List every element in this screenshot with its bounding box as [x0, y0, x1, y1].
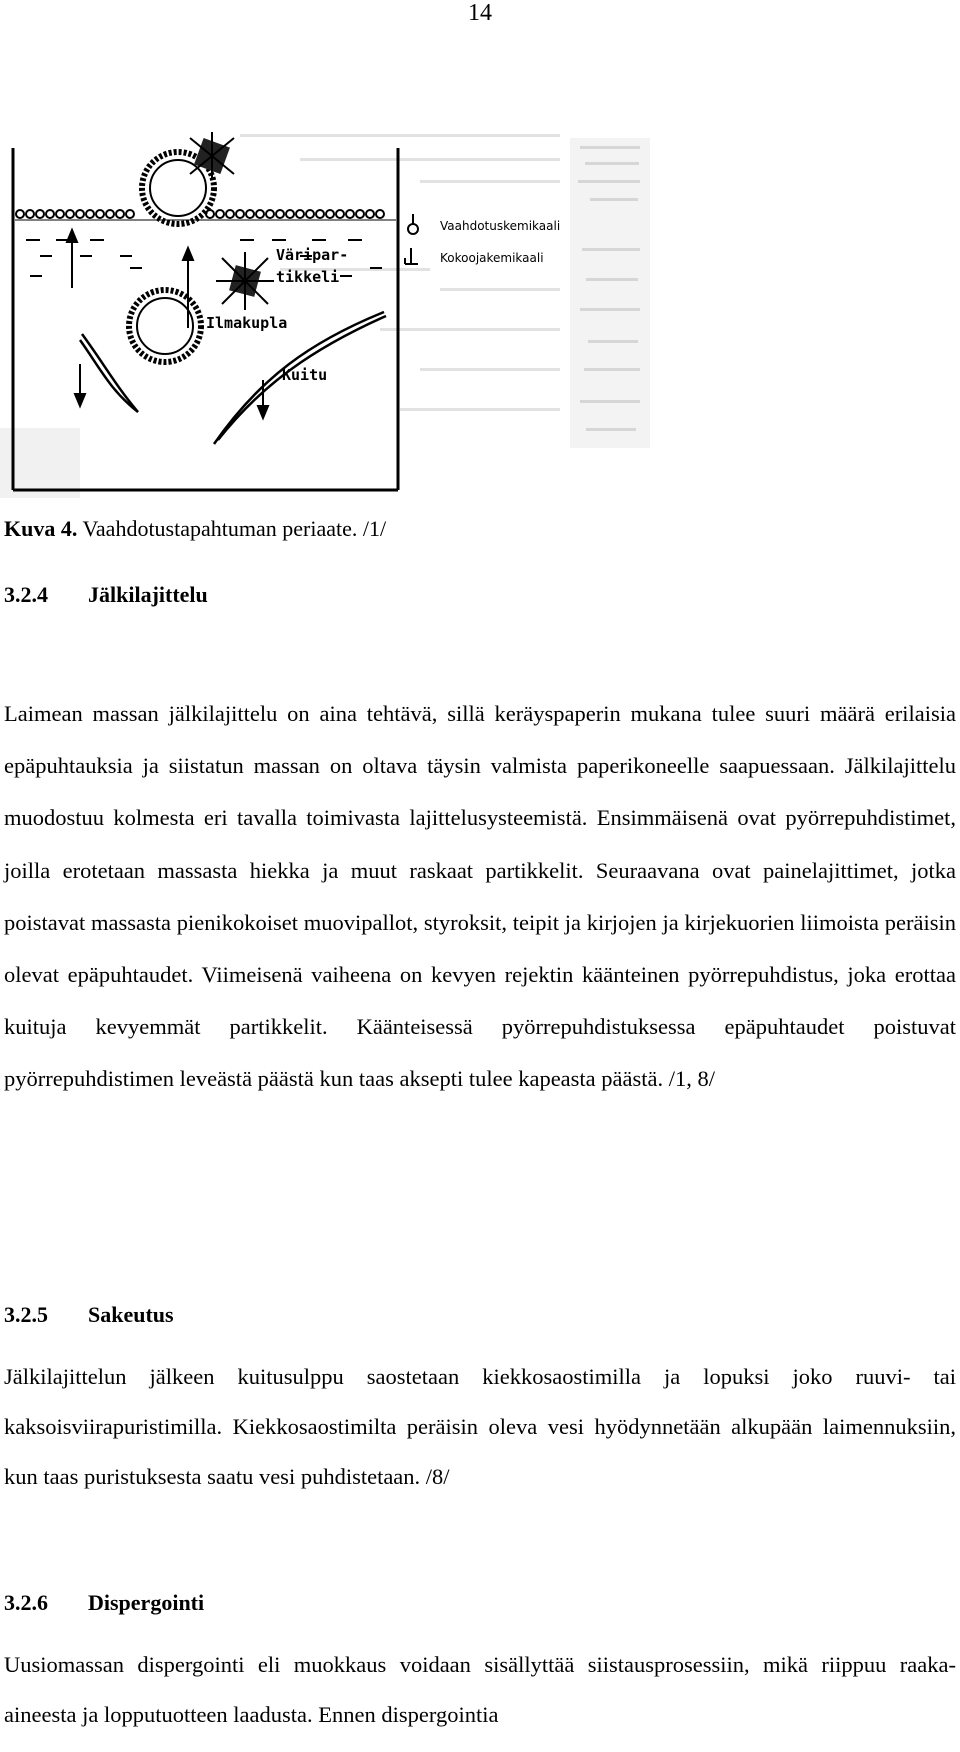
ink-particle-middle [216, 252, 274, 310]
section-heading-2 [4, 1302, 174, 1328]
section-title: Sakeutus [88, 1302, 174, 1327]
caption-text: Vaahdotustapahtuman periaate. /1/ [77, 516, 387, 541]
label-fiber: Kuitu [282, 366, 328, 384]
section-body-3: Uusiomassan dispergointi eli muokkaus voidaan sisällyttää siistausprosessiin, mikä riippuu raaka-aineesta ja lopputuotteen laadusta. Ennen dispergointia [4, 1652, 956, 1727]
flotation-diagram [0, 128, 650, 500]
figure-caption [4, 516, 386, 542]
section-title: Jälkilajittelu [88, 582, 208, 607]
label-ink-particle-2: tikkeli [276, 268, 340, 286]
section-number: 3.2.4 [4, 582, 48, 607]
label-ink-particle-1: Väripar- [276, 246, 349, 264]
section-heading-1 [4, 582, 208, 608]
section-heading-3 [4, 1590, 204, 1616]
section-body-1: Laimean massan jälkilajittelu on aina tehtävä, sillä keräyspaperin mukana tulee suuri määrä erilaisia epäpuhtauksia ja siistatun massan on oltava täysin valmista paperikoneelle saapuessaan. Jälkilajittelu muodostuu kolmesta eri tavalla toimivasta lajittelusysteemistä. Ensimmäisenä ovat pyörrepuhdistimet, joilla erotetaan massasta hiekka ja muut raskaat partikkelit. Seuraavana ovat painelajittimet, jotka poistavat massasta pienikokoiset muovipallot, styroksit, teipit ja kirjojen ja kirjekuorien liimoista peräisin olevat epäpuhtaudet. Viimeisenä vaiheena on kevyen rejektin käänteinen pyörrepuhdistus, joka erottaa kuituja kevyemmät partikkelit. Käänteisessä pyörrepuhdistuksessa epäpuhtaudet poistuvat pyörrepuhdistimen leveästä päästä kun taas aksepti tulee kapeasta päästä. /1, 8/ [4, 701, 956, 1092]
section-number: 3.2.6 [4, 1590, 48, 1615]
label-collector-chemical: Kokoojakemikaali [440, 251, 544, 265]
section-title: Dispergointi [88, 1590, 205, 1615]
section-number: 3.2.5 [4, 1302, 48, 1327]
page-number: 14 [468, 0, 492, 26]
caption-label: Kuva 4. [4, 516, 78, 541]
label-air-bubble: Ilmakupla [206, 314, 288, 332]
section-body-2: Jälkilajittelun jälkeen kuitusulppu saostetaan kiekkosaostimilla ja lopuksi joko ruuvi- tai kaksoisviirapuristimilla. Kiekkosaostimilta peräisin oleva vesi hyödynnetään alkupään laimennuksiin, kun taas puristuksesta saatu vesi puhdistetaan. /8/ [4, 1364, 956, 1489]
label-foaming-chemical: Vaahdotuskemikaali [440, 219, 561, 233]
